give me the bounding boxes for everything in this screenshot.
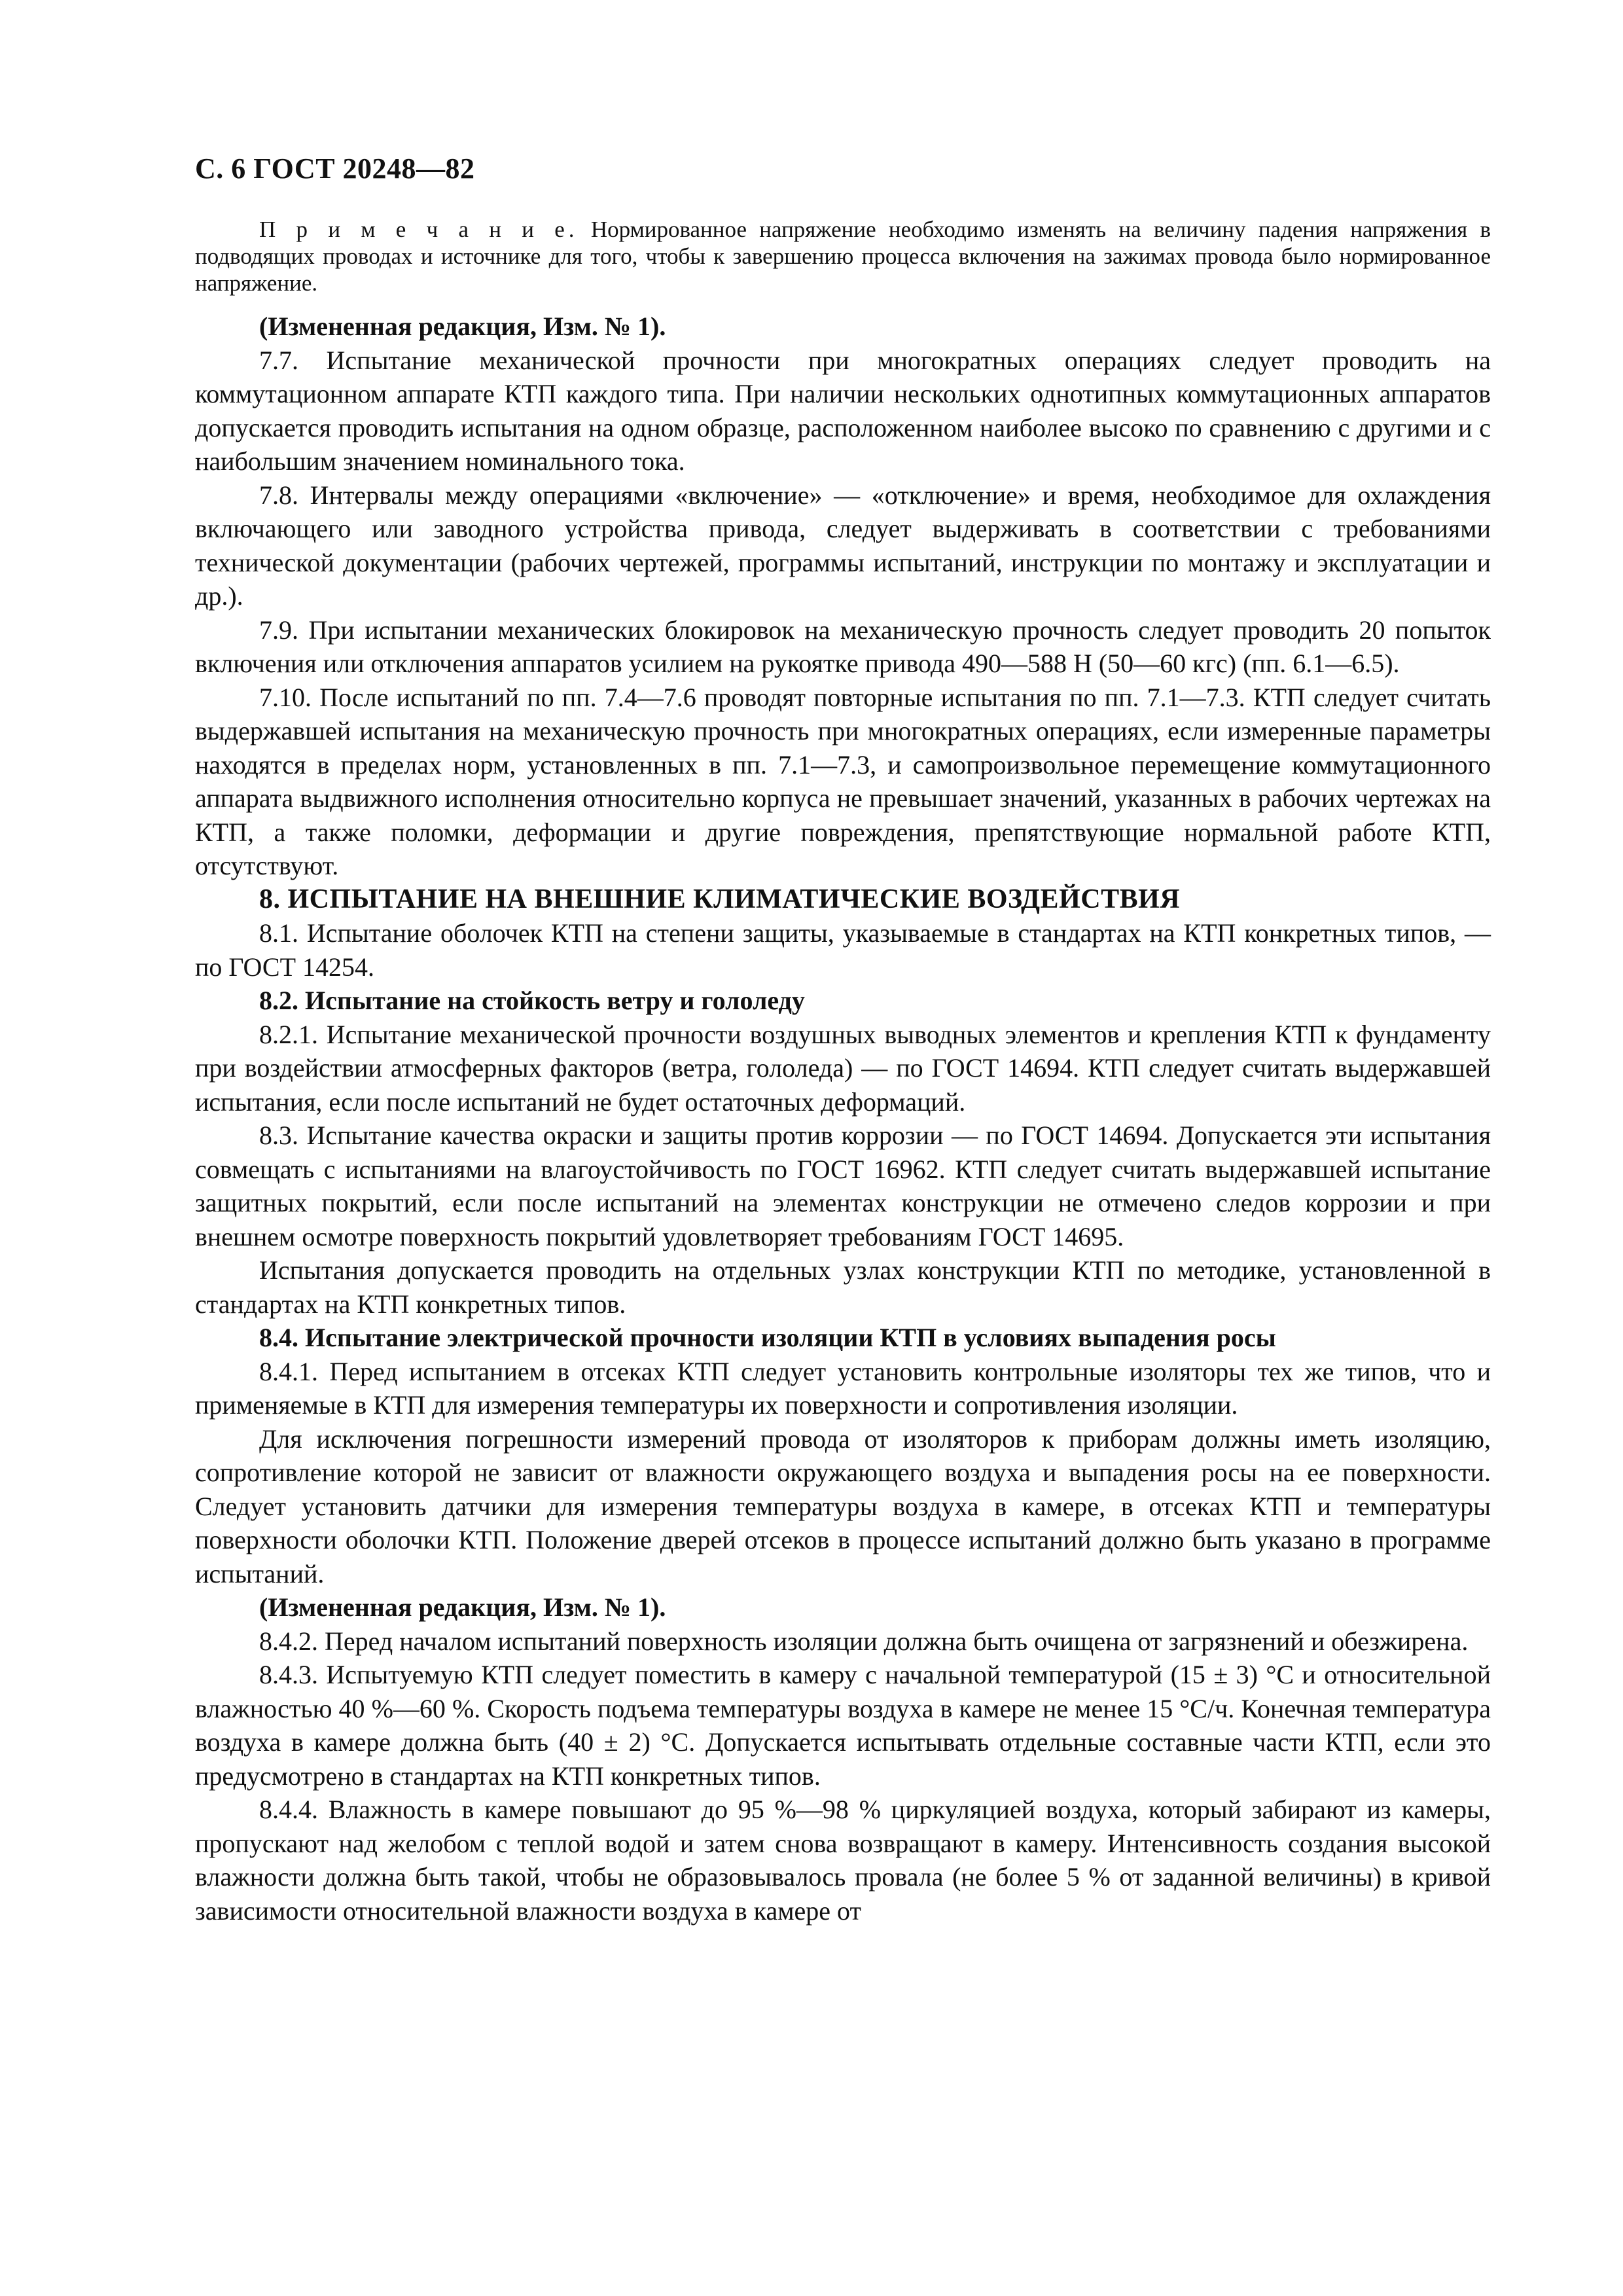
section-8-title: 8. ИСПЫТАНИЕ НА ВНЕШНИЕ КЛИМАТИЧЕСКИЕ ВОЗДЕЙСТВИЯ	[259, 884, 1181, 914]
document-body	[195, 216, 1491, 1928]
page-header: С. 6 ГОСТ 20248—82	[195, 152, 475, 185]
note-text: Нормированное напряжение необходимо изменять на величину падения напряжения в подводящих проводах и источнике для того, чтобы к завершению процесса включения на зажимах провода было нормированное напряжение.	[195, 217, 1491, 296]
clause-7-10: 7.10. После испытаний по пп. 7.4—7.6 проводят повторные испытания по пп. 7.1—7.3. КТП следует считать выдержавшей испытания на механическую прочность при многократных операциях, если измеренные параметры находятся в пределах норм, установленных в пп. 7.1—7.3, и самопроизвольное перемещение коммутационного аппарата выдвижного исполнения относительно корпуса не превышает значений, указанных в рабочих чертежах на КТП, а также поломки, деформации и другие повреждения, препятствующие нормальной работе КТП, отсутствуют.	[195, 682, 1491, 880]
clause-7-7: 7.7. Испытание механической прочности при многократных операциях следует проводить на коммутационном аппарате КТП каждого типа. При наличии нескольких однотипных коммутационных аппаратов допускается проводить испытания на одном образце, расположенном наиболее высоко по сравнению с другими и с наибольшим значением номинального тока.	[195, 345, 1491, 476]
clause-8-4-2: 8.4.2. Перед началом испытаний поверхность изоляции должна быть очищена от загрязнений и обезжирена.	[259, 1626, 1469, 1656]
clause-8-1: 8.1. Испытание оболочек КТП на степени защиты, указываемые в стандартах на КТП конкретных типов, — по ГОСТ 14254.	[195, 918, 1491, 982]
clause-7-8: 7.8. Интервалы между операциями «включение» — «отключение» и время, необходимое для охлаждения включающего или заводного устройства привода, следует выдерживать в соответствии с требованиями технической документации (рабочих чертежей, программы испытаний, инструкции по монтажу и эксплуатации и др.).	[195, 480, 1491, 611]
note-lead: П р и м е ч а н и е.	[259, 217, 579, 242]
clause-8-4-heading: 8.4. Испытание электрической прочности изоляции КТП в условиях выпадения росы	[259, 1323, 1276, 1352]
clause-8-3: 8.3. Испытание качества окраски и защиты против коррозии — по ГОСТ 14694. Допускается эти испытания совмещать с испытаниями на влагоустойчивость по ГОСТ 16962. КТП следует считать выдержавшей испытание защитных покрытий, если после испытаний на элементах конструкции не отмечено следов коррозии и при внешнем осмотре поверхность покрытий удовлетворяет требованиям ГОСТ 14695.	[195, 1121, 1491, 1251]
clause-8-2-1: 8.2.1. Испытание механической прочности воздушных выводных элементов и крепления КТП к фундаменту при воздействии атмосферных факторов (ветра, гололеда) — по ГОСТ 14694. КТП следует считать выдержавшей испытания, если после испытаний не будет остаточных деформаций.	[195, 1019, 1491, 1117]
note-paragraph	[195, 216, 1491, 296]
amendment-note: (Измененная редакция, Изм. № 1).	[259, 312, 666, 341]
clause-8-2-heading: 8.2. Испытание на стойкость ветру и гололеду	[259, 986, 805, 1015]
amendment-note: (Измененная редакция, Изм. № 1).	[259, 1592, 666, 1622]
clause-8-4-1-continued: Для исключения погрешности измерений провода от изоляторов к приборам должны иметь изоляцию, сопротивление которой не зависит от влажности окружающего воздуха и выпадения росы на ее поверхности. Следует установить датчики для измерения температуры воздуха в камере, в отсеках КТП и температуры поверхности оболочки КТП. Положение дверей отсеков в процессе испытаний должно быть указано в программе испытаний.	[195, 1424, 1491, 1588]
clause-8-4-3: 8.4.3. Испытуемую КТП следует поместить в камеру с начальной температурой (15 ± 3) °С и относительной влажностью 40 %—60 %. Скорость подъема температуры воздуха в камере не менее 15 °С/ч. Конечная температура воздуха в камере должна быть (40 ± 2) °С. Допускается испытывать отдельные составные части КТП, если это предусмотрено в стандартах на КТП конкретных типов.	[195, 1660, 1491, 1791]
clause-8-4-1: 8.4.1. Перед испытанием в отсеках КТП следует установить контрольные изоляторы тех же типов, что и применяемые в КТП для измерения температуры их поверхности и сопротивления изоляции.	[195, 1356, 1491, 1420]
clause-8-3-continued: Испытания допускается проводить на отдельных узлах конструкции КТП по методике, установленной в стандартах на КТП конкретных типов.	[195, 1255, 1491, 1319]
clause-7-9: 7.9. При испытании механических блокировок на механическую прочность следует проводить 20 попыток включения или отключения аппаратов усилием на рукоятке привода 490—588 Н (50—60 кгс) (пп. 6.1—6.5).	[195, 615, 1491, 678]
clause-8-4-4: 8.4.4. Влажность в камере повышают до 95 %—98 % циркуляцией воздуха, который забирают из камеры, пропускают над желобом с теплой водой и затем снова возвращают в камеру. Интенсивность создания высокой влажности должна быть такой, чтобы не образовывалось провала (не более 5 % от заданной величины) в кривой зависимости относительной влажности воздуха в камере от	[195, 1795, 1491, 1926]
